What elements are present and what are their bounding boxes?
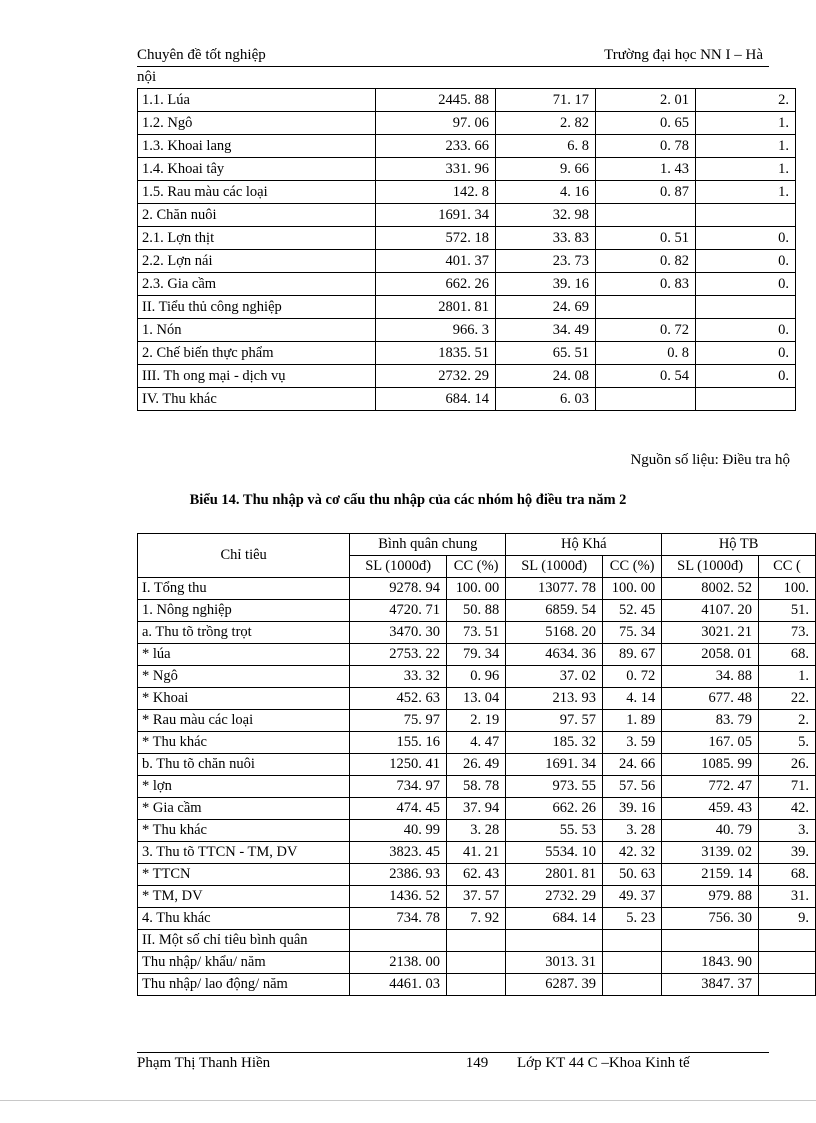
row-value-3: 0. 8: [596, 342, 696, 365]
row-value-2: 24. 08: [496, 365, 596, 388]
row-label: 4. Thu khác: [138, 908, 350, 930]
cell-cc-3: 68.: [759, 644, 816, 666]
cell-cc-2: 3. 28: [603, 820, 662, 842]
table-body: [138, 89, 796, 411]
table-row: [138, 688, 816, 710]
row-value-3: 0. 78: [596, 135, 696, 158]
row-label: 2.2. Lợn nái: [138, 250, 376, 273]
cell-cc-2: [603, 930, 662, 952]
cell-cc-2: 75. 34: [603, 622, 662, 644]
table-row: [138, 158, 796, 181]
table-row: [138, 930, 816, 952]
table-row: [138, 273, 796, 296]
cell-cc-2: 1. 89: [603, 710, 662, 732]
row-value-4: 0.: [696, 365, 796, 388]
row-value-3: 0. 65: [596, 112, 696, 135]
cell-cc-3: 39.: [759, 842, 816, 864]
cell-cc-3: 1.: [759, 666, 816, 688]
cell-sl-2: 97. 57: [506, 710, 603, 732]
row-label: 1.1. Lúa: [138, 89, 376, 112]
cell-cc-2: 4. 14: [603, 688, 662, 710]
column-header-indicator: Chỉ tiêu: [138, 534, 350, 578]
cell-sl-3: [662, 930, 759, 952]
cell-cc-2: [603, 952, 662, 974]
table-row: [138, 864, 816, 886]
cell-cc-3: [759, 952, 816, 974]
cell-sl-3: 3139. 02: [662, 842, 759, 864]
header-right-title: Trường đại học NN I – Hà: [604, 47, 763, 63]
cell-sl-2: 2732. 29: [506, 886, 603, 908]
row-value-3: 0. 51: [596, 227, 696, 250]
table-row: [138, 644, 816, 666]
row-value-1: 2801. 81: [376, 296, 496, 319]
column-header-cc-3: CC (: [759, 556, 816, 578]
cell-sl-2: 2801. 81: [506, 864, 603, 886]
cell-sl-1: 1250. 41: [350, 754, 447, 776]
row-label: 3. Thu tõ TTCN - TM, DV: [138, 842, 350, 864]
cell-cc-3: [759, 930, 816, 952]
cell-cc-1: 37. 57: [447, 886, 506, 908]
cell-sl-2: 973. 55: [506, 776, 603, 798]
cell-cc-2: 89. 67: [603, 644, 662, 666]
cell-cc-2: 57. 56: [603, 776, 662, 798]
cell-sl-1: 1436. 52: [350, 886, 447, 908]
table-row: [138, 112, 796, 135]
row-value-3: 1. 43: [596, 158, 696, 181]
column-header-sl-3: SL (1000đ): [662, 556, 759, 578]
table-row: [138, 776, 816, 798]
cell-sl-1: 40. 99: [350, 820, 447, 842]
table-body: [138, 578, 816, 996]
table-row: [138, 250, 796, 273]
cell-sl-1: 2386. 93: [350, 864, 447, 886]
cell-sl-3: 3847. 37: [662, 974, 759, 996]
row-label: Thu nhập/ lao động/ năm: [138, 974, 350, 996]
row-label: * TTCN: [138, 864, 350, 886]
cell-cc-1: 73. 51: [447, 622, 506, 644]
row-label: 1. Nón: [138, 319, 376, 342]
cell-cc-3: 2.: [759, 710, 816, 732]
row-value-1: 662. 26: [376, 273, 496, 296]
table-row: [138, 974, 816, 996]
cell-cc-1: 7. 92: [447, 908, 506, 930]
cell-sl-1: 155. 16: [350, 732, 447, 754]
table-row: [138, 842, 816, 864]
cell-cc-2: 0. 72: [603, 666, 662, 688]
row-label: 2.1. Lợn thịt: [138, 227, 376, 250]
row-label: 1.3. Khoai lang: [138, 135, 376, 158]
footer-page-number: 149: [465, 1055, 489, 1071]
row-label: I. Tổng thu: [138, 578, 350, 600]
row-value-1: 331. 96: [376, 158, 496, 181]
cell-cc-2: 49. 37: [603, 886, 662, 908]
table-row: [138, 296, 796, 319]
group-header-medium: Hộ TB: [662, 534, 816, 556]
row-value-1: 572. 18: [376, 227, 496, 250]
table-group-header-row: [138, 534, 816, 556]
table-row: [138, 754, 816, 776]
row-label: * TM, DV: [138, 886, 350, 908]
cell-sl-3: 167. 05: [662, 732, 759, 754]
cell-cc-3: 26.: [759, 754, 816, 776]
row-label: * Thu khác: [138, 820, 350, 842]
row-label: 1. Nông nghiệp: [138, 600, 350, 622]
row-value-2: 33. 83: [496, 227, 596, 250]
cell-sl-2: 185. 32: [506, 732, 603, 754]
column-header-cc-2: CC (%): [603, 556, 662, 578]
row-label: * Rau màu các loại: [138, 710, 350, 732]
cell-sl-2: 213. 93: [506, 688, 603, 710]
table-row: [138, 622, 816, 644]
row-value-4: 1.: [696, 158, 796, 181]
row-value-3: 0. 82: [596, 250, 696, 273]
table-row: [138, 600, 816, 622]
cell-cc-2: 42. 32: [603, 842, 662, 864]
header-row: [137, 46, 769, 67]
group-header-average: Bình quân chung: [350, 534, 506, 556]
table-row: [138, 342, 796, 365]
cell-sl-1: 4461. 03: [350, 974, 447, 996]
source-note: Nguồn số liệu: Điều tra hộ: [630, 452, 790, 468]
row-value-2: 6. 8: [496, 135, 596, 158]
cell-sl-2: 3013. 31: [506, 952, 603, 974]
cell-sl-1: 3823. 45: [350, 842, 447, 864]
cell-sl-2: 1691. 34: [506, 754, 603, 776]
row-value-2: 65. 51: [496, 342, 596, 365]
cell-sl-1: [350, 930, 447, 952]
cell-sl-1: 2138. 00: [350, 952, 447, 974]
table-row: [138, 89, 796, 112]
table-row: [138, 204, 796, 227]
cell-cc-1: 37. 94: [447, 798, 506, 820]
cell-cc-1: 3. 28: [447, 820, 506, 842]
cell-sl-1: 3470. 30: [350, 622, 447, 644]
row-value-1: 684. 14: [376, 388, 496, 411]
row-label: II. Một số chỉ tiêu bình quân: [138, 930, 350, 952]
cell-sl-2: 6287. 39: [506, 974, 603, 996]
row-label: * Thu khác: [138, 732, 350, 754]
row-value-4: 0.: [696, 342, 796, 365]
cell-sl-3: 677. 48: [662, 688, 759, 710]
cell-cc-3: 31.: [759, 886, 816, 908]
header-left-title: Chuyên đề tốt nghiệp: [137, 47, 266, 63]
row-value-1: 1691. 34: [376, 204, 496, 227]
table-row: [138, 181, 796, 204]
cell-cc-3: [759, 974, 816, 996]
row-label: 1.4. Khoai tây: [138, 158, 376, 181]
row-value-2: 6. 03: [496, 388, 596, 411]
row-label: IV. Thu khác: [138, 388, 376, 411]
table-row: [138, 388, 796, 411]
cell-sl-1: 734. 97: [350, 776, 447, 798]
row-value-4: [696, 204, 796, 227]
cell-cc-3: 3.: [759, 820, 816, 842]
income-by-household-group-table: [137, 533, 816, 996]
cell-sl-2: 684. 14: [506, 908, 603, 930]
cell-cc-1: 41. 21: [447, 842, 506, 864]
cell-cc-3: 71.: [759, 776, 816, 798]
header-second-line: nội: [137, 69, 157, 85]
row-label: 2. Chế biến thực phẩm: [138, 342, 376, 365]
table-row: [138, 365, 796, 388]
row-label: 2. Chăn nuôi: [138, 204, 376, 227]
cell-sl-2: 55. 53: [506, 820, 603, 842]
cell-sl-3: 83. 79: [662, 710, 759, 732]
table-row: [138, 578, 816, 600]
cell-sl-1: 33. 32: [350, 666, 447, 688]
cell-cc-3: 68.: [759, 864, 816, 886]
table-row: [138, 135, 796, 158]
row-value-4: 0.: [696, 319, 796, 342]
cell-sl-3: 772. 47: [662, 776, 759, 798]
cell-sl-3: 2058. 01: [662, 644, 759, 666]
cell-sl-1: 4720. 71: [350, 600, 447, 622]
cell-cc-2: 3. 59: [603, 732, 662, 754]
row-label: III. Th ong mại - dịch vụ: [138, 365, 376, 388]
cell-sl-2: 662. 26: [506, 798, 603, 820]
table-caption: Biểu 14. Thu nhập và cơ cấu thu nhập của các nhóm hộ điều tra năm 2: [189, 492, 627, 508]
row-value-1: 1835. 51: [376, 342, 496, 365]
row-value-2: 23. 73: [496, 250, 596, 273]
row-value-4: 1.: [696, 181, 796, 204]
table-head: [138, 534, 816, 578]
table-row: [138, 732, 816, 754]
row-value-4: [696, 388, 796, 411]
table-row: [138, 710, 816, 732]
cell-cc-1: 2. 19: [447, 710, 506, 732]
row-value-3: 0. 72: [596, 319, 696, 342]
row-label: b. Thu tõ chăn nuôi: [138, 754, 350, 776]
cell-sl-2: 5534. 10: [506, 842, 603, 864]
cell-sl-2: [506, 930, 603, 952]
cell-cc-3: 5.: [759, 732, 816, 754]
table-row: [138, 886, 816, 908]
cell-sl-3: 3021. 21: [662, 622, 759, 644]
row-value-3: 0. 83: [596, 273, 696, 296]
row-value-1: 2732. 29: [376, 365, 496, 388]
row-label: * Gia cầm: [138, 798, 350, 820]
page-footer: [137, 1052, 769, 1072]
row-label: * lúa: [138, 644, 350, 666]
table-row: [138, 666, 816, 688]
cell-cc-3: 22.: [759, 688, 816, 710]
cell-sl-3: 8002. 52: [662, 578, 759, 600]
table-row: [138, 952, 816, 974]
row-value-1: 97. 06: [376, 112, 496, 135]
cell-cc-1: [447, 930, 506, 952]
row-value-4: [696, 296, 796, 319]
column-header-cc-1: CC (%): [447, 556, 506, 578]
row-value-3: 2. 01: [596, 89, 696, 112]
table-row: [138, 319, 796, 342]
row-value-2: 9. 66: [496, 158, 596, 181]
row-value-2: 4. 16: [496, 181, 596, 204]
group-header-rich: Hộ Khá: [506, 534, 662, 556]
cell-cc-1: 26. 49: [447, 754, 506, 776]
row-label: 2.3. Gia cầm: [138, 273, 376, 296]
cell-cc-2: 5. 23: [603, 908, 662, 930]
column-header-sl-1: SL (1000đ): [350, 556, 447, 578]
row-label: * Khoai: [138, 688, 350, 710]
row-value-4: 2.: [696, 89, 796, 112]
cell-sl-3: 40. 79: [662, 820, 759, 842]
cell-cc-1: [447, 974, 506, 996]
cell-cc-1: 4. 47: [447, 732, 506, 754]
cell-cc-2: 100. 00: [603, 578, 662, 600]
row-value-3: [596, 204, 696, 227]
row-value-4: 0.: [696, 227, 796, 250]
row-label: II. Tiểu thủ công nghiệp: [138, 296, 376, 319]
row-value-2: 39. 16: [496, 273, 596, 296]
cell-cc-2: 52. 45: [603, 600, 662, 622]
row-value-4: 0.: [696, 250, 796, 273]
page-header: [137, 46, 769, 87]
table-row: [138, 908, 816, 930]
cell-sl-2: 6859. 54: [506, 600, 603, 622]
row-label: 1.2. Ngô: [138, 112, 376, 135]
cell-cc-1: [447, 952, 506, 974]
cell-cc-1: 58. 78: [447, 776, 506, 798]
row-label: * lợn: [138, 776, 350, 798]
cell-sl-3: 4107. 20: [662, 600, 759, 622]
row-value-2: 71. 17: [496, 89, 596, 112]
cell-cc-3: 100.: [759, 578, 816, 600]
row-value-3: 0. 54: [596, 365, 696, 388]
row-value-2: 2. 82: [496, 112, 596, 135]
cell-sl-3: 1843. 90: [662, 952, 759, 974]
row-value-2: 34. 49: [496, 319, 596, 342]
cell-cc-1: 100. 00: [447, 578, 506, 600]
row-label: * Ngô: [138, 666, 350, 688]
cell-sl-1: 734. 78: [350, 908, 447, 930]
table-row: [138, 227, 796, 250]
bottom-divider: [0, 1100, 816, 1101]
row-value-1: 401. 37: [376, 250, 496, 273]
cell-sl-3: 1085. 99: [662, 754, 759, 776]
table-row: [138, 820, 816, 842]
cell-sl-3: 979. 88: [662, 886, 759, 908]
cell-sl-1: 474. 45: [350, 798, 447, 820]
cell-sl-1: 75. 97: [350, 710, 447, 732]
cell-cc-1: 50. 88: [447, 600, 506, 622]
cell-sl-3: 2159. 14: [662, 864, 759, 886]
cell-sl-2: 13077. 78: [506, 578, 603, 600]
row-label: a. Thu tõ trồng trọt: [138, 622, 350, 644]
cell-cc-2: 24. 66: [603, 754, 662, 776]
cell-sl-1: 452. 63: [350, 688, 447, 710]
cell-sl-2: 37. 02: [506, 666, 603, 688]
row-value-4: 1.: [696, 135, 796, 158]
footer-author: Phạm Thị Thanh Hiền: [137, 1055, 271, 1071]
footer-class: Lớp KT 44 C –Khoa Kinh tế: [517, 1055, 690, 1071]
cell-sl-3: 756. 30: [662, 908, 759, 930]
cell-cc-2: [603, 974, 662, 996]
row-value-4: 0.: [696, 273, 796, 296]
cell-sl-2: 4634. 36: [506, 644, 603, 666]
table-row: [138, 798, 816, 820]
cell-sl-3: 34. 88: [662, 666, 759, 688]
cell-cc-3: 73.: [759, 622, 816, 644]
row-label: 1.5. Rau màu các loại: [138, 181, 376, 204]
row-label: Thu nhập/ khẩu/ năm: [138, 952, 350, 974]
cell-cc-1: 62. 43: [447, 864, 506, 886]
row-value-3: [596, 296, 696, 319]
cell-cc-3: 51.: [759, 600, 816, 622]
cell-cc-1: 13. 04: [447, 688, 506, 710]
row-value-3: 0. 87: [596, 181, 696, 204]
column-header-sl-2: SL (1000đ): [506, 556, 603, 578]
row-value-2: 32. 98: [496, 204, 596, 227]
cell-cc-2: 50. 63: [603, 864, 662, 886]
row-value-1: 2445. 88: [376, 89, 496, 112]
cell-sl-3: 459. 43: [662, 798, 759, 820]
row-value-1: 233. 66: [376, 135, 496, 158]
cell-sl-1: 2753. 22: [350, 644, 447, 666]
income-structure-continuation-table: [137, 88, 796, 411]
cell-cc-3: 9.: [759, 908, 816, 930]
cell-cc-1: 79. 34: [447, 644, 506, 666]
row-value-2: 24. 69: [496, 296, 596, 319]
row-value-3: [596, 388, 696, 411]
row-value-1: 142. 8: [376, 181, 496, 204]
cell-cc-2: 39. 16: [603, 798, 662, 820]
cell-cc-3: 42.: [759, 798, 816, 820]
row-value-4: 1.: [696, 112, 796, 135]
cell-sl-1: 9278. 94: [350, 578, 447, 600]
cell-sl-2: 5168. 20: [506, 622, 603, 644]
cell-cc-1: 0. 96: [447, 666, 506, 688]
row-value-1: 966. 3: [376, 319, 496, 342]
